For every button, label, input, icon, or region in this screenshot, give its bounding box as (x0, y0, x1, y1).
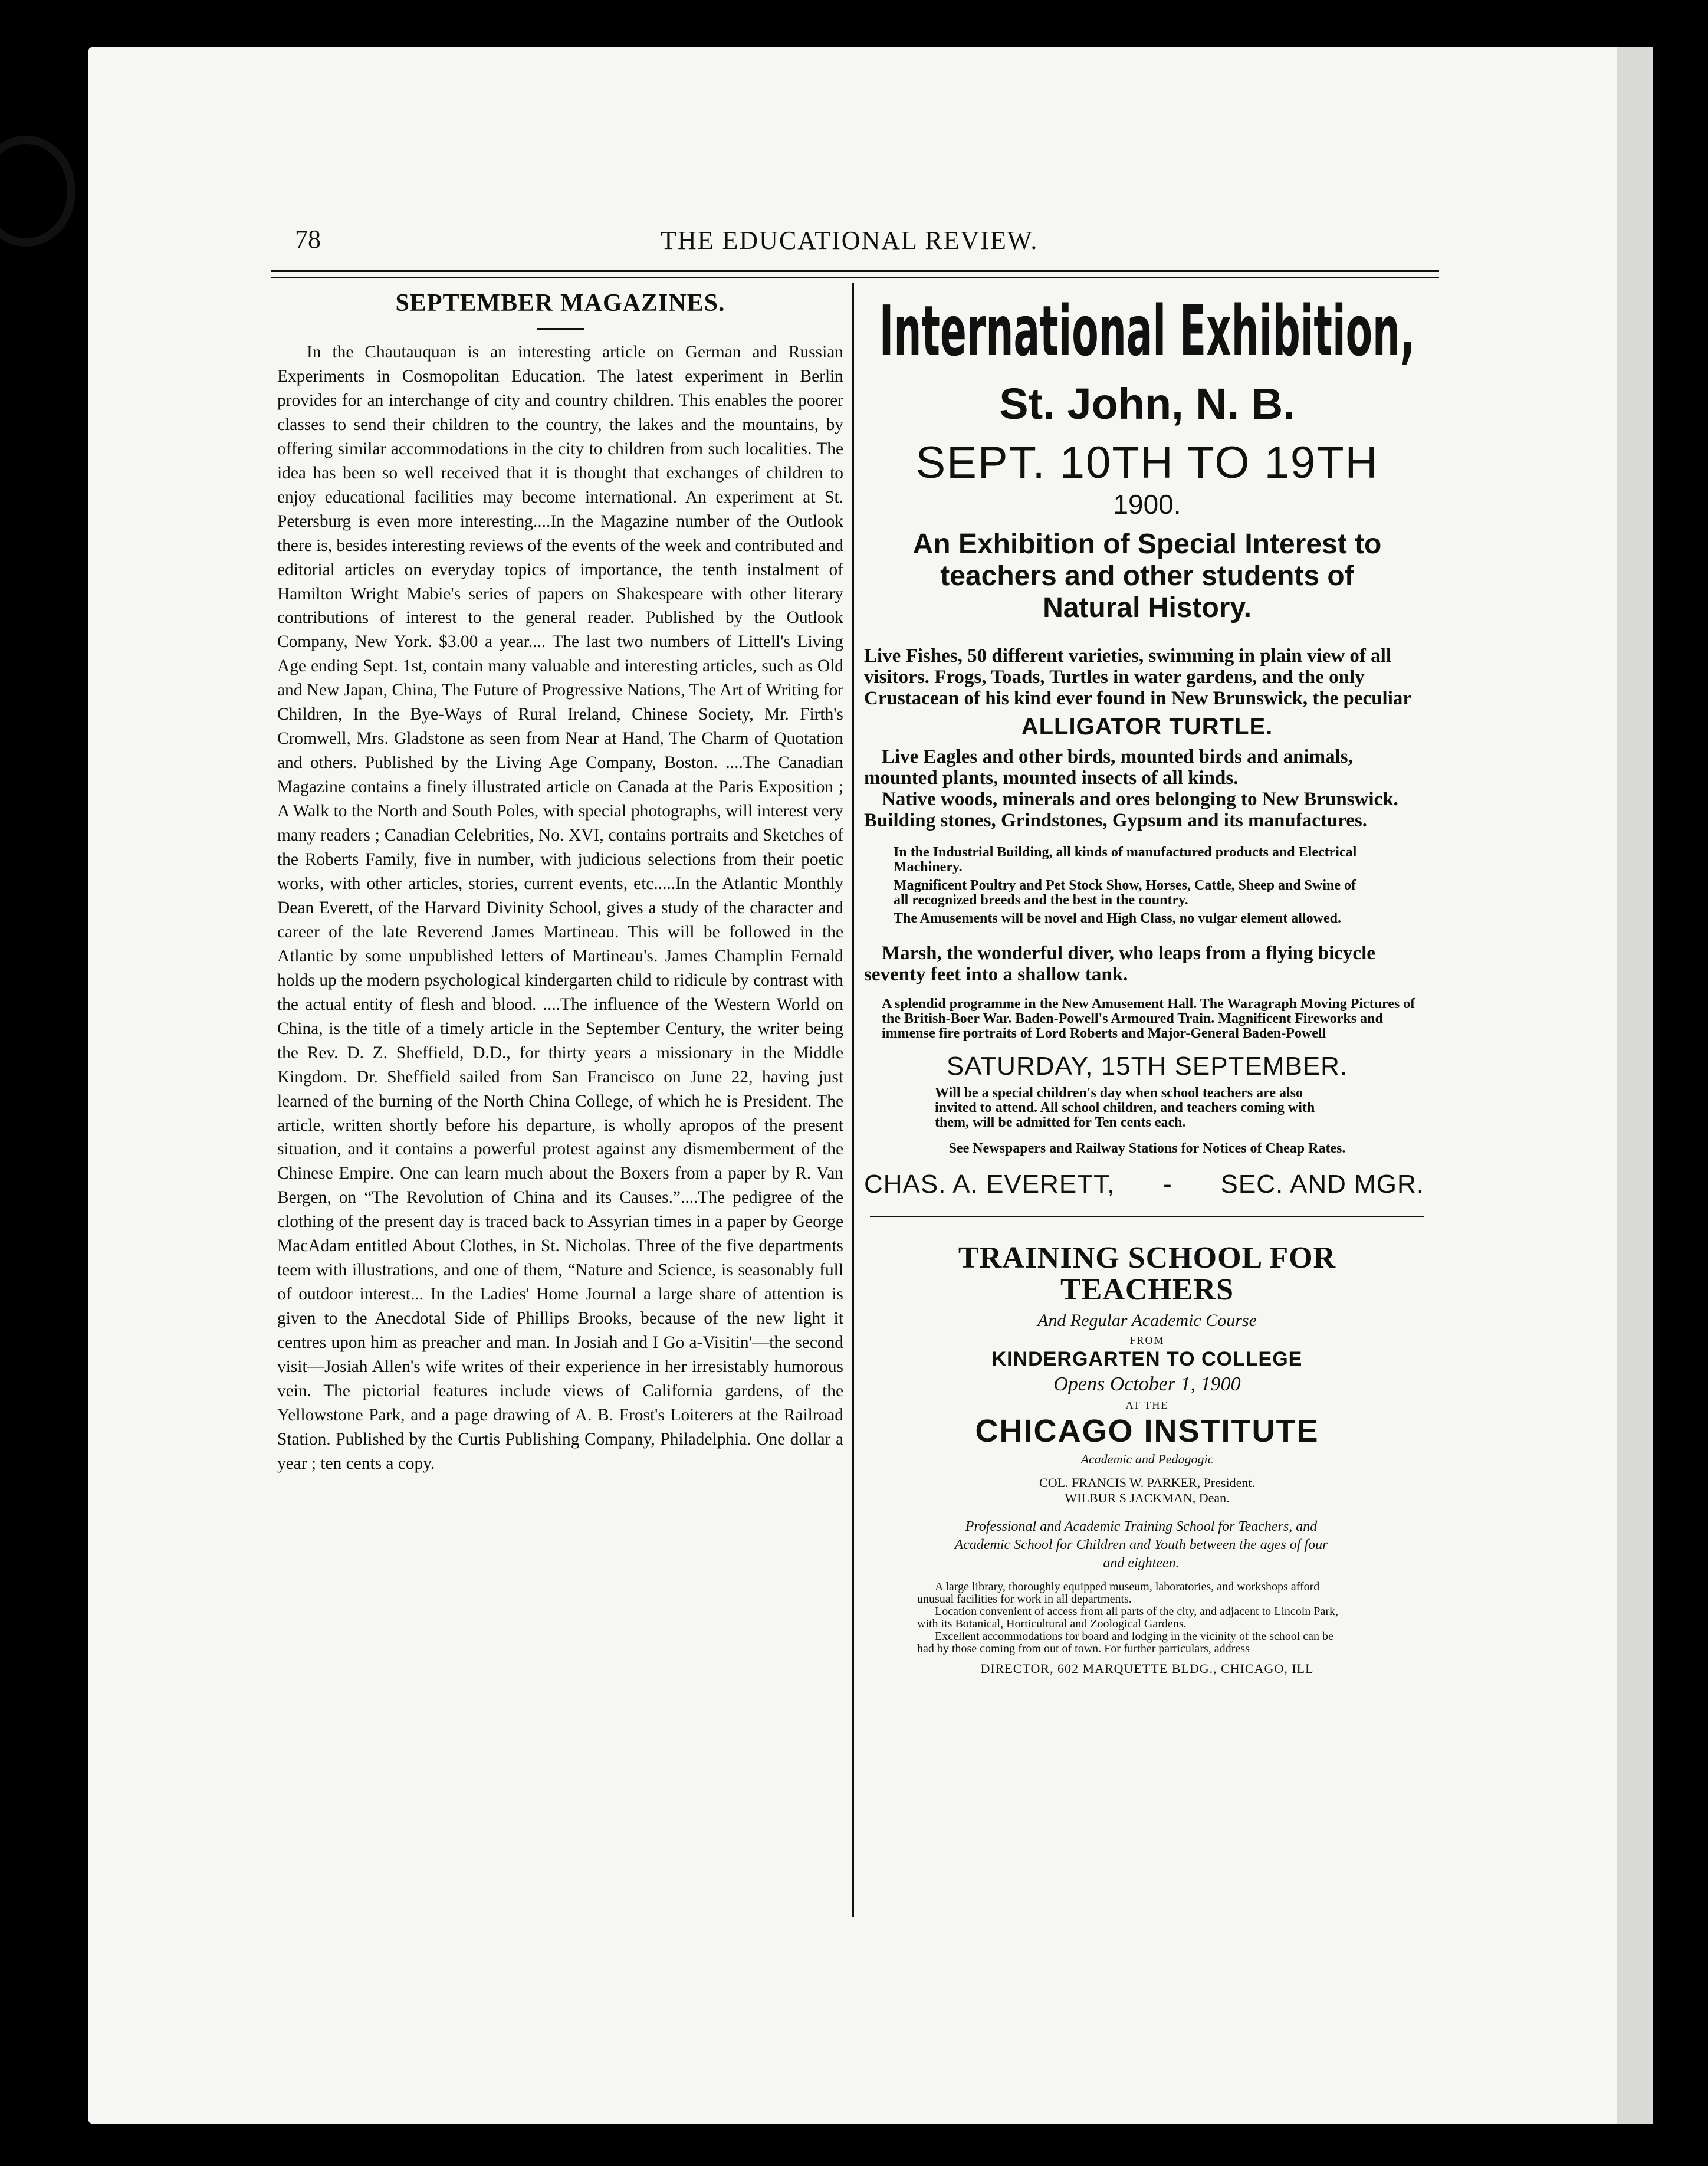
training-at-the-label: AT THE (1125, 1399, 1169, 1411)
running-head: THE EDUCATIONAL REVIEW. (661, 226, 1039, 255)
exhibition-year: 1900. (1113, 489, 1181, 520)
alligator-turtle: ALLIGATOR TURTLE. (1021, 714, 1273, 740)
training-school-ad (858, 1242, 1436, 1676)
institute-address: DIRECTOR, 602 MARQUETTE BLDG., CHICAGO, ILL (980, 1661, 1314, 1676)
exhibition-amusements: The Amusements will be novel and High Class, no vulgar element allowed. (894, 911, 1341, 926)
exhibition-tagline: An Exhibition of Special Interest to teachers and other students of Natural History. (912, 529, 1382, 623)
exhibition-poultry: Magnificent Poultry and Pet Stock Show, Horses, Cattle, Sheep and Swine of all recognized breeds and the best in the country. (894, 878, 1356, 908)
ad-separator-rule (870, 1216, 1424, 1217)
exhibition-dates: SEPT. 10TH TO 19TH (915, 438, 1379, 488)
exhibition-place: St. John, N. B. (999, 379, 1295, 428)
column-divider (852, 283, 854, 1917)
institute-dean: WILBUR S JACKMAN, Dean. (1065, 1491, 1230, 1505)
institute-accommodations: Excellent accommodations for board and lodging in the vicinity of the school can be had by those coming from out of town. For further particulars, address (917, 1630, 1333, 1655)
exhibition-para-diver: Marsh, the wonderful diver, who leaps from a flying bicycle seventy feet into a shallow tank. (864, 943, 1375, 985)
chicago-institute-subtitle: Academic and Pedagogic (1080, 1452, 1214, 1466)
article-heading: SEPTEMBER MAGAZINES. (395, 290, 725, 317)
training-from-label: FROM (1129, 1334, 1165, 1346)
secretary-title: SEC. AND MGR. (1220, 1170, 1424, 1199)
exhibition-saturday: SATURDAY, 15TH SEPTEMBER. (946, 1052, 1348, 1081)
exhibition-title: International Exhibition, (879, 290, 1415, 372)
binding-ring (0, 136, 75, 247)
secretary-name: CHAS. A. EVERETT, (864, 1170, 1115, 1199)
institute-president: COL. FRANCIS W. PARKER, President. (1039, 1475, 1255, 1490)
right-column (858, 283, 1436, 1676)
chicago-institute-title: CHICAGO INSTITUTE (975, 1413, 1319, 1449)
exhibition-programme: A splendid programme in the New Amusement Hall. The Waragraph Moving Pictures of the British-Boer War. Baden-Powell's Armoured Train. Magnificent Fireworks and immense fire portraits of Lord Roberts and Major-General Baden-Powell (882, 996, 1415, 1041)
heading-rule (537, 328, 584, 330)
left-column (277, 289, 843, 1476)
exhibition-industrial: In the Industrial Building, all kinds of manufactured products and Electrical Machinery. (894, 845, 1357, 875)
header-rule-bottom (271, 277, 1439, 278)
article-body: In the Chautauquan is an interesting article on German and Russian Experiments in Cosmopolitan Education. The latest experiment in Berlin provides for an interchange of city and country children. This enables the poorer classes to send their children to the country, the lakes and the mountains, by offering similar accommodations in the city to children from such localities. The idea has been so well received that it is thought that exchanges of children to enjoy educational facilities may become international. An experiment at St. Petersburg is even more interesting....In the Magazine number of the Outlook there is, besides interesting reviews of the events of the week and contributed and editorial articles on everyday topics of importance, the tenth instalment of Hamilton Wright Mabie's series of papers on Shakespeare with other literary contributions of interest to the general reader. Published by the Outlook Company, New York. $3.00 a year.... The last two numbers of Littell's Living Age ending Sept. 1st, contain many valuable and interesting articles, such as Old and New Japan, China, The Future of Progressive Nations, The Art of Writing for Children, In the Bye-Ways of Rural Ireland, Chinese Society, Mr. Firth's Cromwell, Mrs. Gladstone as seen from Near at Hand, The Charm of Quotation and others. Published by the Living Age Company, Boston. ....The Canadian Magazine contains a finely illustrated article on Canada at the Paris Exposition ; A Walk to the North and South Poles, with special photographs, will interest very many readers ; Canadian Celebrities, No. XVI, contains portraits and Sketches of the Roberts Family, five in number, with judicious selections from their poetic works, with other articles, stories, current events, etc.....In the Atlantic Monthly Dean Everett, of the Harvard Divinity School, gives a study of the character and career of the late Reverend James Martineau. This will be followed in the Atlantic by some unpublished letters of Martineau's. James Champlin Fernald holds up the modern psychological kindergarten child to ridicule by contrast with the actual entity of flesh and blood. ....The influence of the Western World on China, is the title of a timely article in the September Century, the writer being the Rev. D. Z. Sheffield, D.D., for thirty years a missionary in the Middle Kingdom. Dr. Sheffield sailed from San Francisco on June 22, having just learned of the burning of the North China College, of which he is President. The article, written shortly before his departure, is wholly apropos of the present situation, and it contains a powerful protest against any dismemberment of the Chinese Empire. One can learn much about the Boxers from a paper by R. Van Bergen, on “The Revolution of China and its Causes.”....The pedigree of the clothing of the present day is traced back to Assyrian times in a paper by George MacAdam entitled About Clothes, in St. Nicholas. Three of the five departments teem with illustrations, and one of them, “Nature and Science, is seasonably full of outdoor interest... In the Ladies' Home Journal a large share of attention is given to the Anecdotal Side of Phillips Brooks, because of the new light it centres upon him as preacher and man. In Josiah and I Go a-Visitin'—the second visit—Josiah Allen's wife writes of their experience in her irresistably humorous vein. The pictorial features include views of California gardens, of the Yellowstone Park, and a page drawing of A. B. Frost's Loiterers at the Railroad Station. Published by the Curtis Publishing Company, Philadelphia. One dollar a year ; ten cents a copy. (277, 343, 843, 1473)
exhibition-para-fishes: Live Fishes, 50 different varieties, swimming in plain view of all visitors. Frogs, Toads, Turtles in water gardens, and the only Crustacean of his kind ever found in New Brunswick, the peculiar (864, 645, 1412, 709)
secretary-dash: - (1163, 1170, 1172, 1199)
page-number: 78 (295, 225, 321, 254)
training-title-line2: TEACHERS (1060, 1273, 1234, 1307)
institute-library: A large library, thoroughly equipped museum, laboratories, and workshops afford unusual facilities for work in all departments. (917, 1580, 1320, 1606)
exhibition-childrens-day: Will be a special children's day when school teachers are also invited to attend. All school children, and teachers coming with them, will be admitted for Ten cents each. (935, 1085, 1315, 1130)
institute-description: Professional and Academic Training School for Teachers, and Academic School for Children and Youth between the ages of four and eighteen. (954, 1519, 1328, 1571)
training-range: KINDERGARTEN TO COLLEGE (991, 1348, 1303, 1370)
exhibition-ad (858, 287, 1436, 1199)
exhibition-para-woods: Native woods, minerals and ores belonging to New Brunswick. Building stones, Grindstones, Gypsum and its manufactures. (864, 789, 1398, 831)
training-opens: Opens October 1, 1900 (1053, 1373, 1241, 1395)
exhibition-secretary (858, 1170, 1436, 1199)
page-spine (1617, 47, 1653, 2124)
training-title-line1: TRAINING SCHOOL FOR (958, 1241, 1336, 1275)
exhibition-see-papers: See Newspapers and Railway Stations for Notices of Cheap Rates. (948, 1141, 1346, 1156)
exhibition-para-eagles: Live Eagles and other birds, mounted birds and animals, mounted plants, mounted insects of all kinds. (864, 746, 1353, 789)
header-rule-top (271, 270, 1439, 272)
institute-location: Location convenient of access from all parts of the city, and adjacent to Lincoln Park, with its Botanical, Horticultural and Zoological Gardens. (917, 1605, 1339, 1630)
training-subtitle: And Regular Academic Course (1037, 1311, 1257, 1330)
